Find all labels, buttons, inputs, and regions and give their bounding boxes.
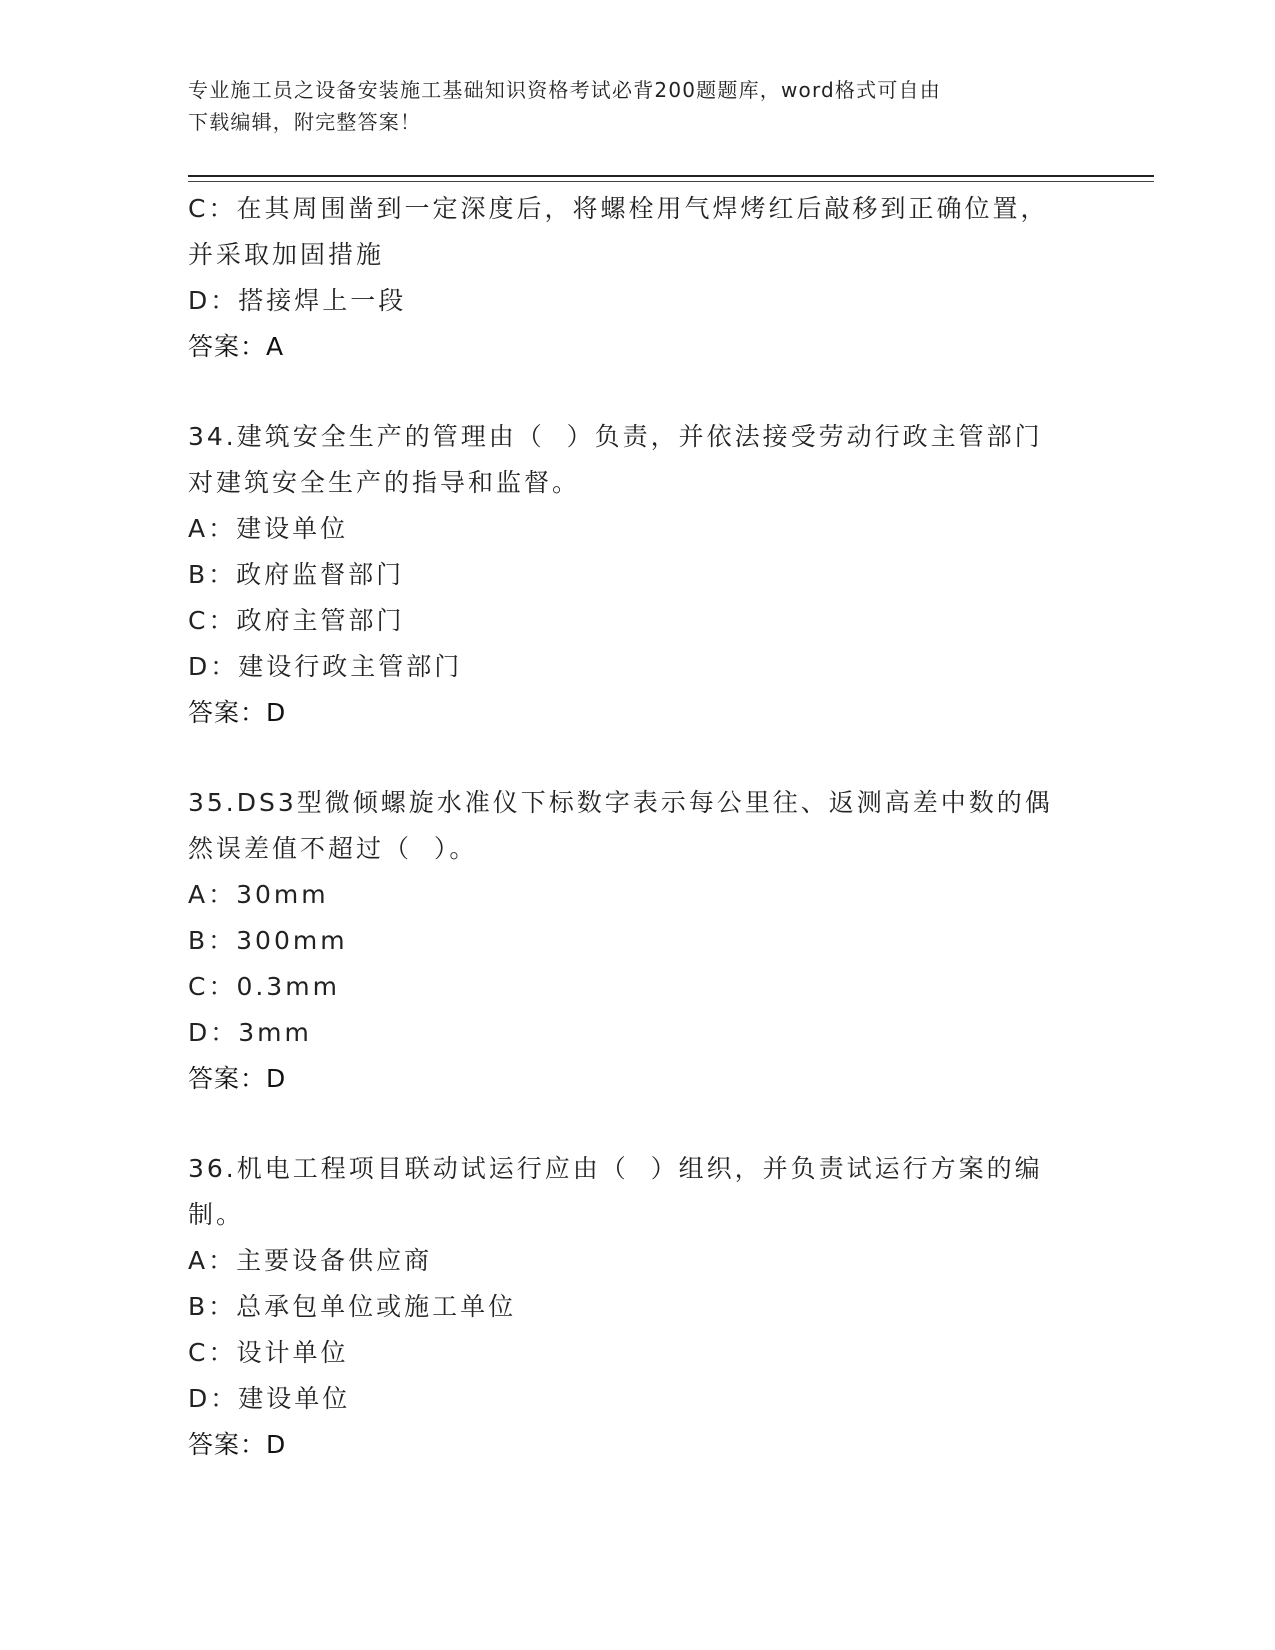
answer-label: 答案： bbox=[188, 1064, 267, 1093]
document-header bbox=[188, 74, 1068, 138]
option-c: C：政府主管部门 bbox=[188, 606, 405, 635]
answer-value: D bbox=[266, 1064, 287, 1093]
answer-label: 答案： bbox=[188, 698, 267, 727]
question-33-tail bbox=[188, 186, 1068, 370]
question-stem: 36.机电工程项目联动试运行应由（ ）组织，并负责试运行方案的编 bbox=[188, 1154, 1043, 1183]
option-d: D：建设行政主管部门 bbox=[188, 652, 463, 681]
question-stem: 34.建筑安全生产的管理由（ ）负责，并依法接受劳动行政主管部门 bbox=[188, 422, 1043, 451]
answer-label: 答案： bbox=[188, 1430, 267, 1459]
question-stem-continued: 然误差值不超过（ ）。 bbox=[188, 834, 478, 863]
option-a: A：建设单位 bbox=[188, 514, 349, 543]
option-b: B：总承包单位或施工单位 bbox=[188, 1292, 517, 1321]
question-34 bbox=[188, 414, 1068, 736]
answer-label: 答案： bbox=[188, 332, 267, 361]
answer-value: A bbox=[266, 332, 285, 361]
option-d: D：3mm bbox=[188, 1018, 312, 1047]
answer bbox=[188, 1422, 1068, 1468]
header-line-1: 专业施工员之设备安装施工基础知识资格考试必背200题题库，word格式可自由 bbox=[188, 78, 941, 102]
option-d: D：建设单位 bbox=[188, 1384, 351, 1413]
header-rule-thin bbox=[188, 181, 1154, 182]
answer bbox=[188, 324, 1068, 370]
question-36 bbox=[188, 1146, 1068, 1468]
option-a: A：主要设备供应商 bbox=[188, 1246, 433, 1275]
option-d: D：搭接焊上一段 bbox=[188, 286, 407, 315]
option-c: C：在其周围凿到一定深度后，将螺栓用气焊烤红后敲移到正确位置， bbox=[188, 194, 1049, 223]
question-35 bbox=[188, 780, 1068, 1102]
answer bbox=[188, 690, 1068, 736]
option-c: C：设计单位 bbox=[188, 1338, 349, 1367]
option-b: B：政府监督部门 bbox=[188, 560, 405, 589]
answer-value: D bbox=[266, 698, 287, 727]
option-b: B：300mm bbox=[188, 926, 348, 955]
answer-value: D bbox=[266, 1430, 287, 1459]
question-stem: 35.DS3型微倾螺旋水准仪下标数字表示每公里往、返测高差中数的偶 bbox=[188, 788, 1053, 817]
option-a: A：30mm bbox=[188, 880, 329, 909]
header-rule-thick bbox=[188, 175, 1154, 177]
option-c-continued: 并采取加固措施 bbox=[188, 240, 385, 269]
header-line-2: 下载编辑，附完整答案！ bbox=[188, 110, 422, 134]
question-stem-continued: 对建筑安全生产的指导和监督。 bbox=[188, 468, 581, 497]
question-stem-continued: 制。 bbox=[188, 1200, 245, 1229]
question-content bbox=[188, 186, 1068, 1468]
answer bbox=[188, 1056, 1068, 1102]
option-c: C：0.3mm bbox=[188, 972, 340, 1001]
